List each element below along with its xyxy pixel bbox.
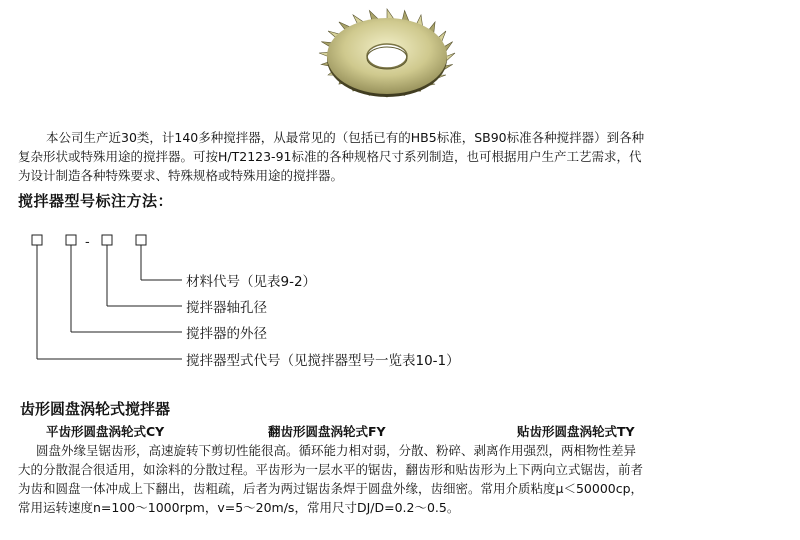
subtype-flipped-tooth: 翻齿形圆盘涡轮式FY: [268, 424, 386, 439]
intro-line-1: 本公司生产近30类，计140多种搅拌器，从最常见的（包括已有的HB5标准，SB90标准各种搅拌器）到各种: [46, 130, 645, 145]
label-material-code: 材料代号（见表9-2）: [186, 274, 317, 290]
desc-line-3: 为齿和圆盘一体冲成上下翻出，齿粗疏，后者为两过锯齿条焊于圆盘外缘，齿细密。常用介质粘度μ＜50000cp，: [18, 481, 644, 496]
box-icon: [136, 235, 146, 245]
label-shaft-bore: 搅拌器轴孔径: [186, 300, 267, 316]
intro-paragraph: [18, 128, 794, 185]
model-notation-heading: 搅拌器型号标注方法：: [18, 192, 174, 210]
intro-line-3: 为设计制造各种特殊要求、特殊规格或特殊用途的搅拌器。: [18, 168, 344, 183]
box-icon: [32, 235, 42, 245]
box-separator: -: [85, 235, 90, 250]
box-icon: [102, 235, 112, 245]
desc-line-4: 常用运转速度n=100～1000rpm，v=5～20m/s，常用尺寸DJ/D=0.2～0.5。: [18, 500, 460, 515]
box-icon: [66, 235, 76, 245]
desc-line-1: 圆盘外缘呈锯齿形，高速旋转下剪切性能很高。循环能力相对弱，分散、粉碎、剥离作用强烈，两相物性差异: [36, 443, 637, 458]
intro-line-2: 复杂形状或特殊用途的搅拌器。可按H/T2123-91标准的各种规格尺寸系列制造，也可根据用户生产工艺需求，代: [18, 149, 642, 164]
sawtooth-disc-impeller-icon: [312, 4, 462, 110]
subtype-flat-tooth: 平齿形圆盘涡轮式CY: [46, 424, 165, 439]
subtype-welded-tooth: 贴齿形圆盘涡轮式TY: [517, 424, 635, 439]
label-type-code: 搅拌器型式代号（见搅拌器型号一览表10-1）: [186, 353, 460, 369]
label-outer-diameter: 搅拌器的外径: [186, 326, 267, 342]
desc-line-2: 大的分散混合很适用，如涂料的分散过程。平齿形为一层水平的锯齿，翻齿形和贴齿形为上下两向立式锯齿，前者: [18, 462, 644, 477]
section-title: 齿形圆盘涡轮式搅拌器: [20, 400, 171, 418]
section-description: [18, 441, 796, 517]
